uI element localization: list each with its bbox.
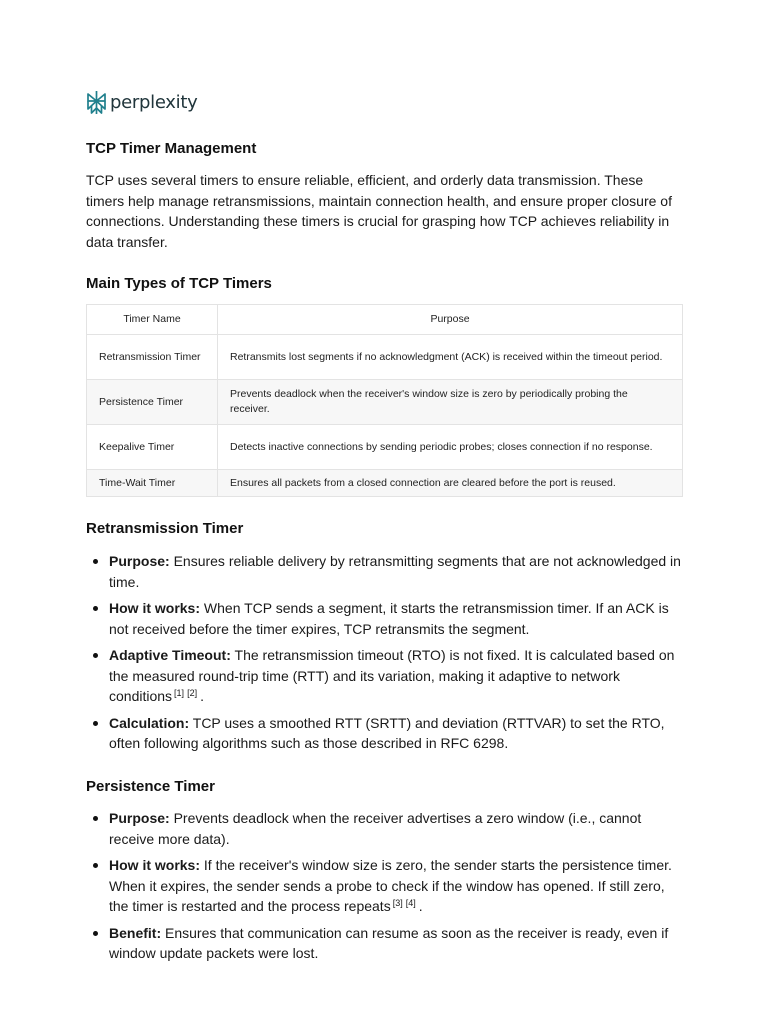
list-item-term: Purpose:: [109, 553, 170, 569]
list-item: [109, 551, 684, 592]
list-item-term: Benefit:: [109, 924, 162, 941]
list-item-text: Ensures that communication can resume as soon as the receiver is ready, even if window update packets were lost.: [109, 924, 669, 961]
table-row: [87, 425, 683, 470]
citation-link[interactable]: [1]: [174, 688, 185, 698]
column-header-purpose: Purpose: [218, 305, 683, 335]
table-row: [87, 470, 683, 497]
list-item-text: If the receiver's window size is zero, the sender starts the persistence timer. When it expires, the sender sends a probe to check if the window has opened. If still zero, the timer is restarted and the process repeats: [109, 857, 672, 914]
table-row: [87, 335, 683, 380]
timer-purpose-cell: Detects inactive connections by sending periodic probes; closes connection if no response.: [218, 425, 683, 470]
list-item: [109, 923, 684, 964]
timer-purpose-cell: Ensures all packets from a closed connection are cleared before the port is reused.: [218, 470, 683, 497]
citation-link[interactable]: [2]: [187, 688, 198, 698]
table-row: [87, 380, 683, 425]
list-item-tail: .: [200, 688, 204, 704]
intro-paragraph: TCP uses several timers to ensure reliable, efficient, and orderly data transmission. These timers help manage retransmissions, maintain connection health, and ensure proper closure of connections. Understanding these timers is crucial for grasping how TCP achieves reliability in data transfer.: [86, 172, 672, 250]
timer-purpose-cell: Retransmits lost segments if no acknowledgment (ACK) is received within the timeout period.: [218, 335, 683, 380]
timer-types-table: [86, 304, 683, 497]
citation-link[interactable]: [3]: [392, 898, 403, 908]
list-item-text: Prevents deadlock when the receiver advertises a zero window (i.e., cannot receive more data).: [109, 810, 642, 847]
section-heading-persistence: Persistence Timer: [86, 778, 215, 795]
timer-name-cell: Keepalive Timer: [87, 425, 218, 470]
retransmission-list: [86, 551, 684, 760]
timer-name-cell: Time-Wait Timer: [87, 470, 218, 497]
list-item-text: Ensures reliable delivery by retransmitting segments that are not acknowledged in time.: [109, 553, 681, 590]
page-title: TCP Timer Management: [86, 140, 257, 157]
section-heading-retransmission: Retransmission Timer: [86, 520, 244, 537]
timer-name-cell: Persistence Timer: [87, 380, 218, 425]
list-item-term: Purpose:: [109, 810, 170, 826]
perplexity-logo[interactable]: [86, 89, 197, 115]
citation-link[interactable]: [4]: [405, 898, 416, 908]
table-header-row: [87, 305, 683, 335]
perplexity-logo-icon: [86, 90, 107, 115]
list-item-text: The retransmission timeout (RTO) is not fixed. It is calculated based on the measured round-trip time (RTT) and its variation, making it adaptive to network conditions: [109, 647, 675, 704]
list-item: [109, 713, 684, 754]
timer-name-cell: Retransmission Timer: [87, 335, 218, 380]
column-header-timer-name: Timer Name: [87, 305, 218, 335]
list-item: [109, 645, 684, 707]
persistence-list: [86, 808, 684, 970]
list-item-term: Adaptive Timeout:: [109, 647, 231, 663]
section-heading-types: Main Types of TCP Timers: [86, 275, 272, 292]
list-item-term: Calculation:: [109, 714, 190, 731]
timer-purpose-cell: Prevents deadlock when the receiver's window size is zero by periodically probing the receiver.: [218, 380, 683, 425]
list-item-tail: .: [418, 898, 423, 914]
list-item: [109, 855, 684, 917]
list-item: [109, 808, 684, 849]
list-item-term: How it works:: [109, 600, 201, 616]
logo-wordmark: perplexity: [110, 91, 198, 113]
list-item-text: When TCP sends a segment, it starts the retransmission timer. If an ACK is not received before the timer expires, TCP retransmits the segment.: [109, 600, 669, 637]
list-item: [109, 598, 684, 639]
list-item-text: TCP uses a smoothed RTT (SRTT) and deviation (RTTVAR) to set the RTO, often following algorithms such as those described in RFC 6298.: [109, 714, 665, 751]
list-item-term: How it works:: [109, 857, 201, 873]
